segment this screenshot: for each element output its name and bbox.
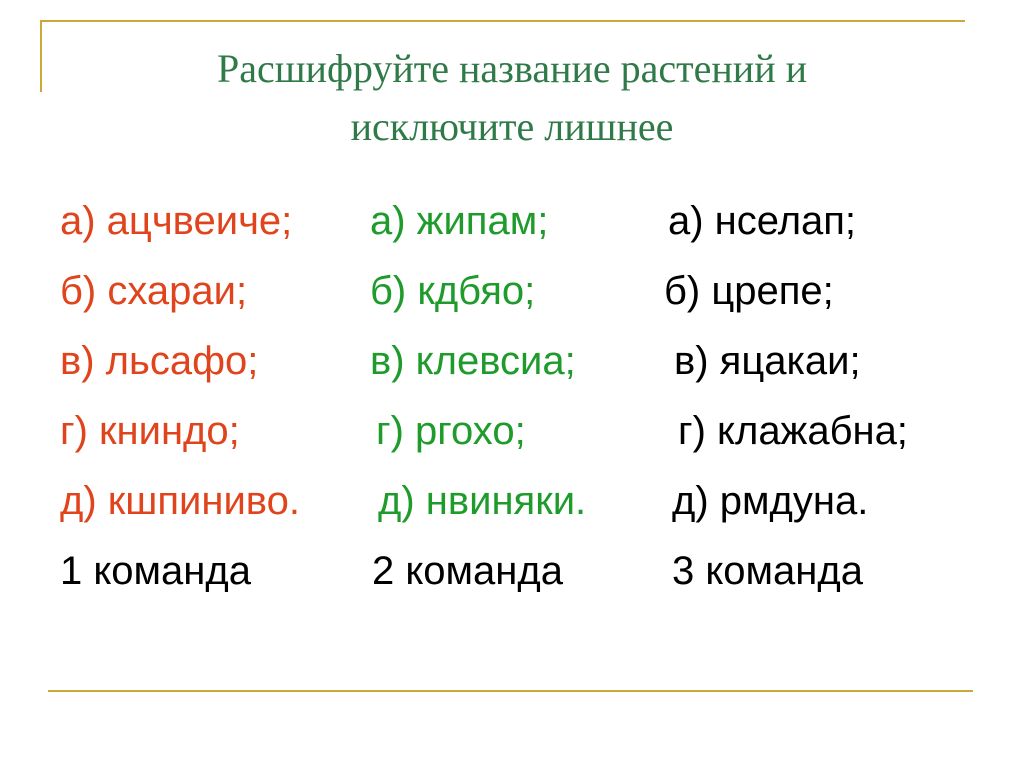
team-1-item-g: г) книндо; [60, 409, 240, 453]
team-1-label: 1 команда [60, 549, 251, 593]
team-2-item-b: б) кдбяо; [370, 269, 536, 313]
team-1-column [60, 186, 300, 606]
team-3-item-d: д) рмдуна. [672, 479, 869, 523]
team-3-label: 3 команда [672, 549, 863, 593]
team-3-item-a: а) нселап; [668, 199, 857, 243]
team-2-column [370, 186, 586, 606]
team-1-item-b: б) схараи; [60, 269, 248, 313]
team-1-item-a: а) ацчвеиче; [60, 199, 293, 243]
team-2-item-v: в) клевсиа; [370, 339, 576, 383]
bottom-rule [48, 690, 973, 692]
top-rule [40, 20, 965, 22]
team-1-item-d: д) кшпиниво. [60, 479, 300, 523]
team-2-item-a: а) жипам; [370, 199, 549, 243]
team-2-label: 2 команда [372, 549, 563, 593]
page-title [0, 40, 1024, 156]
team-3-item-v: в) яцакаи; [674, 339, 861, 383]
team-3-column [664, 186, 908, 606]
team-3-item-b: б) црепе; [664, 269, 834, 313]
team-1-item-v: в) льсафо; [60, 339, 259, 383]
team-2-item-g: г) ргохо; [376, 409, 526, 453]
title-line-1: Расшифруйте название растений и [217, 46, 807, 91]
team-2-item-d: д) нвиняки. [378, 479, 587, 523]
team-3-item-g: г) клажабна; [678, 409, 908, 453]
title-line-2: исключите лишнее [350, 104, 674, 149]
